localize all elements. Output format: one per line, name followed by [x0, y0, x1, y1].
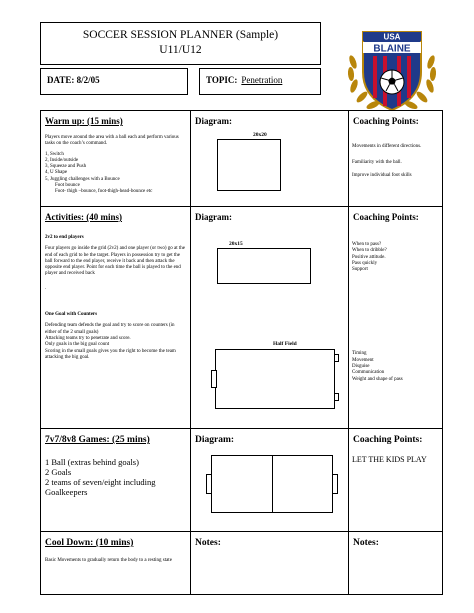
activities-coaching-cell [349, 207, 442, 428]
half-field [215, 349, 335, 409]
games-row [41, 429, 442, 532]
activities-title: Activities: (40 mins) [45, 212, 122, 222]
cooldown-notes-cell [191, 532, 349, 594]
activity-subtitle: One Goal with Counters [45, 312, 98, 318]
warmup-grid-label: 20x20 [253, 132, 267, 138]
date-box [40, 68, 188, 95]
games-coaching-point: LET THE KIDS PLAY [352, 455, 427, 464]
cooldown-cell [41, 532, 191, 594]
page-title: SOCCER SESSION PLANNER (Sample) [82, 29, 279, 41]
coaching-point: Familiarity with the ball. [352, 160, 402, 166]
notes-label: Notes: [353, 538, 379, 548]
games-diagram-cell [191, 429, 349, 531]
warmup-item: 1, Switch [45, 151, 64, 157]
left-goal [206, 474, 212, 494]
activities-diagram-cell [191, 207, 349, 428]
title-box [40, 22, 321, 65]
games-title: 7v7/8v8 Games: (25 mins) [45, 435, 150, 445]
activities-cell [41, 207, 191, 428]
warmup-coaching-cell [349, 111, 442, 206]
date-label: DATE: [47, 75, 75, 85]
warmup-item: 2, Inside/outside [45, 157, 79, 163]
svg-text:USA: USA [383, 32, 401, 42]
coaching-point: When to dribble? [352, 248, 387, 254]
half-field-label: Half Field [273, 341, 297, 347]
games-coaching-label: Coaching Points: [353, 435, 423, 445]
warmup-title: Warm up: (15 mins) [45, 116, 123, 126]
coaching-point: Pass quickly [352, 260, 378, 266]
warmup-item: 5, Juggling challenges with a Bounce [45, 176, 120, 182]
small-goal-top [334, 354, 339, 362]
soccer-ball-icon [380, 70, 404, 94]
coaching-point: Communication [352, 370, 385, 376]
coaching-point: Movement [352, 357, 374, 363]
activity-line: Scoring in the small goals gives you the right to become the team attacking the big goal. [45, 348, 176, 360]
topic-value: Penetration [241, 75, 283, 85]
coaching-point: Timing [352, 351, 367, 357]
activity-line: Defending team defends the goal and try to score on counters (in either of the 2 small goals) [45, 323, 175, 335]
notes-label: Notes: [195, 538, 221, 548]
separator-dot: . [45, 285, 47, 291]
coaching-point: Positive attitude. [352, 254, 386, 260]
warmup-grid [217, 139, 281, 191]
coaching-point: Improve individual foot skills [352, 172, 412, 178]
activities-diagram-label: Diagram: [195, 212, 232, 222]
activity-line: Attacking teams try to penetrate and score. [45, 335, 131, 341]
warmup-item: 4, U Shape [45, 170, 68, 176]
games-item: 2 teams of seven/eight including Goalkeepers [45, 477, 156, 497]
warmup-item: Foot- thigh –bounce, foot-thigh-head-bounce etc [55, 189, 153, 195]
warmup-coaching-label: Coaching Points: [353, 116, 419, 126]
warmup-row [41, 111, 442, 207]
coaching-point: Disguise [352, 364, 370, 370]
coaching-point: Support [352, 267, 368, 273]
cooldown-description: Basic Movements to gradually return the body to a resting state [45, 558, 172, 563]
activities-grid-label: 20x15 [229, 241, 243, 247]
cooldown-row [41, 532, 442, 594]
warmup-intro: Players move around the area with a ball each and perform various tasks on the coach’s command. [45, 135, 179, 147]
coaching-point: Movements in different directions. [352, 144, 422, 149]
date-value: 8/2/05 [76, 75, 100, 85]
coaching-point: Weight and shape of pass [352, 376, 403, 382]
svg-text:BLAINE: BLAINE [373, 43, 411, 55]
warmup-item: 3, Squeeze and Push [45, 164, 87, 170]
warmup-item: Foot bounce [55, 183, 80, 189]
activities-grid [217, 248, 311, 284]
activity-subtitle: 2v2 to end players [45, 235, 84, 240]
games-diagram-label: Diagram: [195, 435, 235, 445]
topic-label: TOPIC: [206, 75, 238, 85]
games-coaching-cell [349, 429, 442, 531]
halfway-line [272, 455, 273, 513]
right-goal [332, 474, 338, 494]
activity-description: Four players go inside the grid (2v2) and one player (or two) go at the end of each grid to be the target. Players in possession try to get the ball forward to the end player, receive it back and then attack the opposite end player. Point for each time the ball is played to the end player and received back [45, 246, 185, 277]
warmup-cell [41, 111, 191, 206]
small-goal-bottom [334, 393, 339, 401]
warmup-diagram-cell [191, 111, 349, 206]
games-item: 2 Goals [45, 467, 72, 477]
cooldown-title: Cool Down: (10 mins) [45, 538, 134, 548]
activities-row [41, 207, 442, 429]
activities-coaching-label: Coaching Points: [353, 212, 419, 222]
coaching-point: When to pass? [352, 242, 382, 247]
topic-box [199, 68, 321, 95]
activity-line: Only goals in the big goal count [45, 342, 110, 348]
session-grid [40, 110, 443, 595]
big-goal [211, 370, 217, 388]
page-subtitle: U11/U12 [159, 44, 202, 56]
blaine-logo [343, 22, 441, 114]
cooldown-notes-cell-2 [349, 532, 442, 594]
games-cell [41, 429, 191, 531]
warmup-diagram-label: Diagram: [195, 116, 232, 126]
games-item: 1 Ball (extras behind goals) [45, 457, 139, 467]
